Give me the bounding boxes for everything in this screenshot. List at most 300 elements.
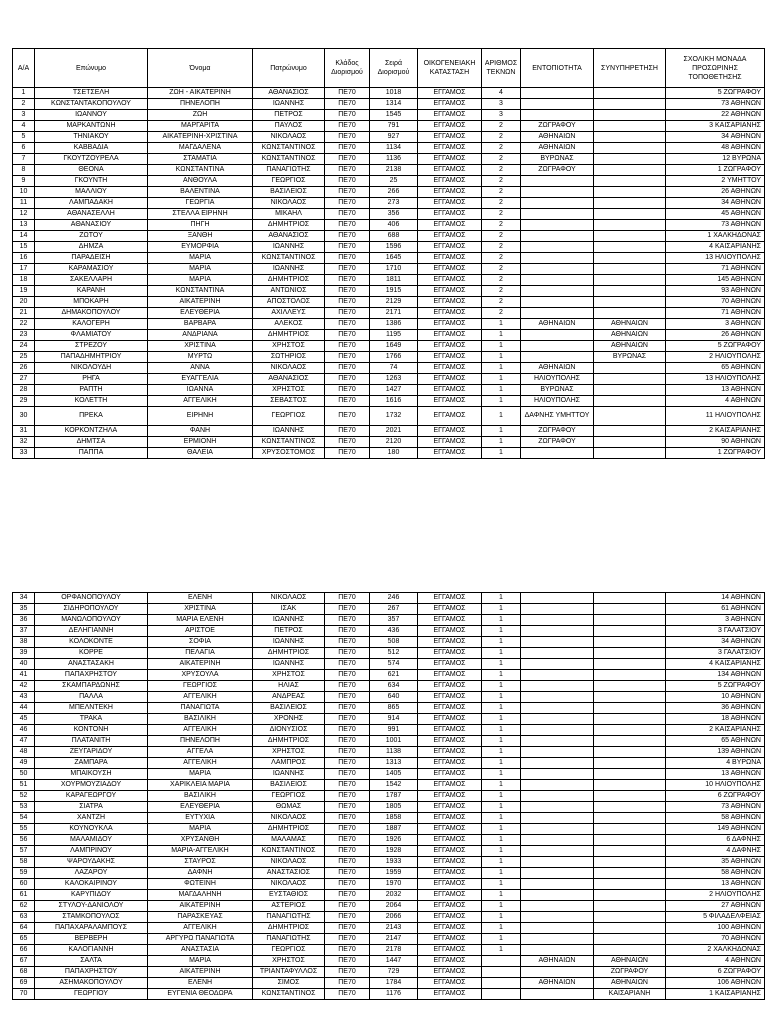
cell-appointment-order: 2032 <box>370 890 418 901</box>
cell-branch: ΠΕ70 <box>325 121 370 132</box>
cell-first-name: ΚΩΝΣΤΑΝΤΙΝΑ <box>148 165 253 176</box>
cell-locality: ΔΑΦΝΗΣ ΥΜΗΤΤΟΥ <box>521 407 594 426</box>
cell-children-count: 2 <box>482 220 521 231</box>
cell-aa: 31 <box>13 426 35 437</box>
cell-aa: 68 <box>13 967 35 978</box>
table-row <box>13 426 765 437</box>
cell-appointment-order: 1616 <box>370 396 418 407</box>
cell-appointment-order: 180 <box>370 448 418 459</box>
cell-co-service: ΑΘΗΝΑΙΩΝ <box>594 978 666 989</box>
cell-surname: ΚΑΡΑΓΕΩΡΓΟΥ <box>35 791 148 802</box>
table-row <box>13 154 765 165</box>
cell-appointment-order: 2138 <box>370 165 418 176</box>
cell-co-service <box>594 110 666 121</box>
cell-school-unit: 65 ΑΘΗΝΩΝ <box>666 363 765 374</box>
cell-school-unit: 1 ΖΩΓΡΑΦΟΥ <box>666 165 765 176</box>
cell-school-unit: 48 ΑΘΗΝΩΝ <box>666 143 765 154</box>
cell-first-name: ΑΓΓΕΛΙΚΗ <box>148 923 253 934</box>
cell-aa: 62 <box>13 901 35 912</box>
cell-surname: ΜΑΛΛΙΟΥ <box>35 187 148 198</box>
cell-children-count: 2 <box>482 143 521 154</box>
cell-aa: 34 <box>13 593 35 604</box>
cell-aa: 36 <box>13 615 35 626</box>
table-row <box>13 945 765 956</box>
cell-school-unit: 134 ΑΘΗΝΩΝ <box>666 670 765 681</box>
cell-children-count: 1 <box>482 769 521 780</box>
cell-marital-status: ΕΓΓΑΜΟΣ <box>418 648 482 659</box>
cell-marital-status: ΕΓΓΑΜΟΣ <box>418 835 482 846</box>
table-row <box>13 385 765 396</box>
cell-branch: ΠΕ70 <box>325 437 370 448</box>
cell-locality: ΑΘΗΝΑΙΩΝ <box>521 132 594 143</box>
cell-co-service: ΖΩΓΡΑΦΟΥ <box>594 967 666 978</box>
cell-co-service <box>594 286 666 297</box>
cell-marital-status: ΕΓΓΑΜΟΣ <box>418 165 482 176</box>
cell-children-count: 1 <box>482 692 521 703</box>
cell-first-name: ΑΝΘΟΥΛΑ <box>148 176 253 187</box>
cell-marital-status: ΕΓΓΑΜΟΣ <box>418 209 482 220</box>
cell-marital-status: ΕΓΓΑΜΟΣ <box>418 99 482 110</box>
cell-branch: ΠΕ70 <box>325 286 370 297</box>
cell-co-service <box>594 121 666 132</box>
cell-locality: ΖΩΓΡΑΦΟΥ <box>521 426 594 437</box>
cell-appointment-order: 574 <box>370 659 418 670</box>
cell-marital-status: ΕΓΓΑΜΟΣ <box>418 319 482 330</box>
cell-marital-status: ΕΓΓΑΜΟΣ <box>418 967 482 978</box>
cell-fathers-name: ΚΩΝΣΤΑΝΤΙΝΟΣ <box>253 143 325 154</box>
cell-co-service <box>594 437 666 448</box>
cell-marital-status: ΕΓΓΑΜΟΣ <box>418 352 482 363</box>
cell-fathers-name: ΣΙΜΟΣ <box>253 978 325 989</box>
cell-fathers-name: ΕΥΣΤΑΘΙΟΣ <box>253 890 325 901</box>
cell-school-unit: 13 ΗΛΙΟΥΠΟΛΗΣ <box>666 374 765 385</box>
cell-branch: ΠΕ70 <box>325 275 370 286</box>
cell-branch: ΠΕ70 <box>325 670 370 681</box>
table-row <box>13 681 765 692</box>
cell-branch: ΠΕ70 <box>325 88 370 99</box>
table-row <box>13 648 765 659</box>
table-row <box>13 330 765 341</box>
cell-surname: ΘΕΟΝΑ <box>35 165 148 176</box>
cell-appointment-order: 74 <box>370 363 418 374</box>
cell-branch: ΠΕ70 <box>325 890 370 901</box>
cell-children-count: 2 <box>482 286 521 297</box>
table-row <box>13 121 765 132</box>
cell-surname: ΣΙΔΗΡΟΠΟΥΛΟΥ <box>35 604 148 615</box>
cell-appointment-order: 1447 <box>370 956 418 967</box>
cell-locality <box>521 352 594 363</box>
cell-surname: ΓΚΟΥΝΤΗ <box>35 176 148 187</box>
cell-children-count: 1 <box>482 791 521 802</box>
cell-first-name: ΑΓΓΕΛΑ <box>148 747 253 758</box>
cell-fathers-name: ΜΑΛΑΜΑΣ <box>253 835 325 846</box>
cell-children-count: 1 <box>482 437 521 448</box>
table-row <box>13 824 765 835</box>
cell-aa: 24 <box>13 341 35 352</box>
cell-school-unit: 6 ΔΑΦΝΗΣ <box>666 835 765 846</box>
cell-appointment-order: 2064 <box>370 901 418 912</box>
cell-co-service <box>594 407 666 426</box>
cell-locality <box>521 253 594 264</box>
table-row <box>13 802 765 813</box>
cell-aa: 54 <box>13 813 35 824</box>
cell-co-service <box>594 242 666 253</box>
cell-first-name: ΕΛΕΥΘΕΡΙΑ <box>148 802 253 813</box>
cell-co-service <box>594 374 666 385</box>
cell-surname: ΠΑΛΛΑ <box>35 692 148 703</box>
cell-appointment-order: 1405 <box>370 769 418 780</box>
cell-aa: 57 <box>13 846 35 857</box>
cell-fathers-name: ΓΕΩΡΓΙΟΣ <box>253 407 325 426</box>
cell-fathers-name: ΚΩΝΣΤΑΝΤΙΝΟΣ <box>253 437 325 448</box>
cell-aa: 44 <box>13 703 35 714</box>
cell-first-name: ΒΑΣΙΛΙΚΗ <box>148 714 253 725</box>
cell-fathers-name: ΑΧΙΛΛΕΥΣ <box>253 308 325 319</box>
cell-fathers-name: ΔΗΜΗΤΡΙΟΣ <box>253 736 325 747</box>
cell-fathers-name: ΜΙΚΑΗΛ <box>253 209 325 220</box>
cell-marital-status: ΕΓΓΑΜΟΣ <box>418 758 482 769</box>
cell-children-count: 1 <box>482 747 521 758</box>
cell-children-count: 2 <box>482 264 521 275</box>
cell-locality: ΗΛΙΟΥΠΟΛΗΣ <box>521 396 594 407</box>
cell-locality <box>521 890 594 901</box>
header-aa: Α/Α <box>13 49 35 88</box>
cell-locality <box>521 648 594 659</box>
cell-branch: ΠΕ70 <box>325 758 370 769</box>
cell-fathers-name: ΑΘΑΝΑΣΙΟΣ <box>253 88 325 99</box>
cell-surname: ΠΑΠΠΑ <box>35 448 148 459</box>
cell-first-name: ΒΑΛΕΝΤΙΝΑ <box>148 187 253 198</box>
cell-surname: ΠΑΠΑΧΡΗΣΤΟΥ <box>35 967 148 978</box>
cell-locality <box>521 615 594 626</box>
cell-marital-status: ΕΓΓΑΜΟΣ <box>418 989 482 1000</box>
cell-branch: ΠΕ70 <box>325 176 370 187</box>
cell-marital-status: ΕΓΓΑΜΟΣ <box>418 956 482 967</box>
table-row <box>13 88 765 99</box>
cell-branch: ΠΕ70 <box>325 967 370 978</box>
cell-first-name: ΧΡΥΣΟΥΛΑ <box>148 670 253 681</box>
cell-marital-status: ΕΓΓΑΜΟΣ <box>418 901 482 912</box>
cell-surname: ΟΡΦΑΝΟΠΟΥΛΟΥ <box>35 593 148 604</box>
cell-branch: ΠΕ70 <box>325 934 370 945</box>
cell-first-name: ΑΓΓΕΛΙΚΗ <box>148 725 253 736</box>
cell-aa: 64 <box>13 923 35 934</box>
table-row <box>13 736 765 747</box>
cell-branch: ΠΕ70 <box>325 725 370 736</box>
cell-co-service <box>594 879 666 890</box>
cell-surname: ΚΟΥΝΟΥΚΛΑ <box>35 824 148 835</box>
cell-first-name: ΣΤΑΜΑΤΙΑ <box>148 154 253 165</box>
cell-school-unit: 11 ΗΛΙΟΥΠΟΛΗΣ <box>666 407 765 426</box>
cell-co-service <box>594 802 666 813</box>
cell-locality: ΑΘΗΝΑΙΩΝ <box>521 363 594 374</box>
cell-aa: 60 <box>13 879 35 890</box>
cell-branch: ΠΕ70 <box>325 143 370 154</box>
cell-aa: 20 <box>13 297 35 308</box>
header-branch: Κλάδος Διορισμού <box>325 49 370 88</box>
cell-surname: ΔΕΛΗΓΙΑΝΝΗ <box>35 626 148 637</box>
cell-children-count: 1 <box>482 352 521 363</box>
cell-locality: ΖΩΓΡΑΦΟΥ <box>521 437 594 448</box>
cell-aa: 48 <box>13 747 35 758</box>
cell-fathers-name: ΑΝΤΩΝΙΟΣ <box>253 286 325 297</box>
cell-first-name: ΠΕΛΑΓΙΑ <box>148 648 253 659</box>
cell-first-name: ΠΗΓΗ <box>148 220 253 231</box>
cell-school-unit: 90 ΑΘΗΝΩΝ <box>666 437 765 448</box>
cell-school-unit: 5 ΖΩΓΡΑΦΟΥ <box>666 681 765 692</box>
cell-co-service <box>594 198 666 209</box>
cell-children-count: 1 <box>482 725 521 736</box>
cell-children-count: 1 <box>482 341 521 352</box>
cell-fathers-name: ΓΕΩΡΓΙΟΣ <box>253 945 325 956</box>
header-school-unit: ΣΧΟΛΙΚΗ ΜΟΝΑΔΑ ΠΡΟΣΩΡΙΝΗΣ ΤΟΠΟΘΕΤΗΣΗΣ <box>666 49 765 88</box>
cell-marital-status: ΕΓΓΑΜΟΣ <box>418 110 482 121</box>
cell-marital-status: ΕΓΓΑΜΟΣ <box>418 242 482 253</box>
cell-marital-status: ΕΓΓΑΜΟΣ <box>418 725 482 736</box>
table-row <box>13 769 765 780</box>
cell-co-service <box>594 165 666 176</box>
cell-co-service <box>594 264 666 275</box>
cell-aa: 14 <box>13 231 35 242</box>
cell-fathers-name: ΝΙΚΟΛΑΟΣ <box>253 198 325 209</box>
cell-fathers-name: ΑΘΑΝΑΣΙΟΣ <box>253 231 325 242</box>
cell-aa: 33 <box>13 448 35 459</box>
cell-locality <box>521 681 594 692</box>
cell-co-service <box>594 176 666 187</box>
table-row <box>13 187 765 198</box>
cell-children-count: 2 <box>482 154 521 165</box>
cell-aa: 29 <box>13 396 35 407</box>
cell-school-unit: 1 ΧΑΛΚΗΔΟΝΑΣ <box>666 231 765 242</box>
cell-school-unit: 4 ΔΑΦΝΗΣ <box>666 846 765 857</box>
cell-co-service: ΚΑΙΣΑΡΙΑΝΗ <box>594 989 666 1000</box>
cell-children-count: 1 <box>482 879 521 890</box>
cell-branch: ΠΕ70 <box>325 187 370 198</box>
cell-fathers-name: ΙΩΑΝΝΗΣ <box>253 99 325 110</box>
cell-aa: 49 <box>13 758 35 769</box>
cell-first-name: ΞΑΝΘΗ <box>148 231 253 242</box>
header-first-name: Όνομα <box>148 49 253 88</box>
cell-fathers-name: ΒΑΣΙΛΕΙΟΣ <box>253 780 325 791</box>
cell-aa: 17 <box>13 264 35 275</box>
cell-children-count <box>482 956 521 967</box>
cell-first-name: ΑΙΚΑΤΕΡΙΝΗ-ΧΡΙΣΤΙΝΑ <box>148 132 253 143</box>
cell-co-service <box>594 385 666 396</box>
cell-appointment-order: 1542 <box>370 780 418 791</box>
cell-locality <box>521 330 594 341</box>
cell-school-unit: 70 ΑΘΗΝΩΝ <box>666 297 765 308</box>
cell-branch: ΠΕ70 <box>325 692 370 703</box>
cell-school-unit: 34 ΑΘΗΝΩΝ <box>666 132 765 143</box>
cell-aa: 10 <box>13 187 35 198</box>
cell-branch: ΠΕ70 <box>325 220 370 231</box>
cell-surname: ΚΑΡΑΜΑΣΙΟΥ <box>35 264 148 275</box>
cell-appointment-order: 356 <box>370 209 418 220</box>
cell-fathers-name: ΔΗΜΗΤΡΙΟΣ <box>253 220 325 231</box>
cell-school-unit: 93 ΑΘΗΝΩΝ <box>666 286 765 297</box>
cell-aa: 19 <box>13 286 35 297</box>
cell-surname: ΠΡΕΚΑ <box>35 407 148 426</box>
cell-locality <box>521 923 594 934</box>
cell-first-name: ΑΡΙΣΤΟΕ <box>148 626 253 637</box>
cell-co-service <box>594 448 666 459</box>
cell-surname: ΚΑΡΑΝΗ <box>35 286 148 297</box>
cell-children-count: 1 <box>482 626 521 637</box>
cell-co-service <box>594 88 666 99</box>
table-row <box>13 231 765 242</box>
cell-co-service <box>594 308 666 319</box>
cell-branch: ΠΕ70 <box>325 659 370 670</box>
cell-appointment-order: 1787 <box>370 791 418 802</box>
cell-aa: 3 <box>13 110 35 121</box>
cell-school-unit: 6 ΖΩΓΡΑΦΟΥ <box>666 967 765 978</box>
placement-table-1 <box>12 48 765 459</box>
header-co-service: ΣΥΝΥΠΗΡΕΤΗΣΗ <box>594 49 666 88</box>
cell-fathers-name: ΙΩΑΝΝΗΣ <box>253 264 325 275</box>
cell-marital-status: ΕΓΓΑΜΟΣ <box>418 385 482 396</box>
cell-locality: ΑΘΗΝΑΙΩΝ <box>521 956 594 967</box>
cell-appointment-order: 1136 <box>370 154 418 165</box>
table-row <box>13 923 765 934</box>
cell-first-name: ΜΑΡΙΑ-ΑΓΓΕΛΙΚΗ <box>148 846 253 857</box>
cell-children-count <box>482 967 521 978</box>
cell-surname: ΚΑΡΥΠΙΔΟΥ <box>35 890 148 901</box>
cell-marital-status: ΕΓΓΑΜΟΣ <box>418 426 482 437</box>
cell-children-count: 1 <box>482 385 521 396</box>
cell-locality <box>521 758 594 769</box>
cell-first-name: ΒΑΡΒΑΡΑ <box>148 319 253 330</box>
cell-appointment-order: 1001 <box>370 736 418 747</box>
cell-co-service <box>594 99 666 110</box>
cell-fathers-name: ΑΣΤΕΡΙΟΣ <box>253 901 325 912</box>
cell-branch: ΠΕ70 <box>325 923 370 934</box>
cell-surname: ΚΟΛΕΤΤΗ <box>35 396 148 407</box>
table-row <box>13 209 765 220</box>
cell-first-name: ΜΥΡΤΩ <box>148 352 253 363</box>
cell-children-count: 1 <box>482 934 521 945</box>
cell-fathers-name: ΝΙΚΟΛΑΟΣ <box>253 363 325 374</box>
cell-marital-status: ΕΓΓΑΜΟΣ <box>418 374 482 385</box>
cell-appointment-order: 2171 <box>370 308 418 319</box>
cell-children-count: 1 <box>482 330 521 341</box>
table-row <box>13 670 765 681</box>
cell-branch: ΠΕ70 <box>325 396 370 407</box>
cell-children-count: 1 <box>482 835 521 846</box>
cell-locality <box>521 308 594 319</box>
cell-fathers-name: ΝΙΚΟΛΑΟΣ <box>253 132 325 143</box>
cell-appointment-order: 1887 <box>370 824 418 835</box>
cell-locality <box>521 857 594 868</box>
cell-first-name: ΑΓΓΕΛΙΚΗ <box>148 396 253 407</box>
cell-surname: ΚΑΛΟΚΑΙΡΙΝΟΥ <box>35 879 148 890</box>
header-children-count: ΑΡΙΘΜΟΣ ΤΕΚΝΩΝ <box>482 49 521 88</box>
table-row <box>13 637 765 648</box>
cell-children-count: 2 <box>482 275 521 286</box>
cell-appointment-order: 273 <box>370 198 418 209</box>
cell-surname: ΝΙΚΟΛΟΥΔΗ <box>35 363 148 374</box>
cell-children-count: 1 <box>482 824 521 835</box>
table-row <box>13 890 765 901</box>
cell-surname: ΚΟΛΟΚΟΝΤΕ <box>35 637 148 648</box>
cell-marital-status: ΕΓΓΑΜΟΣ <box>418 659 482 670</box>
cell-children-count: 1 <box>482 648 521 659</box>
cell-locality <box>521 879 594 890</box>
cell-fathers-name: ΝΙΚΟΛΑΟΣ <box>253 857 325 868</box>
cell-school-unit: 1 ΖΩΓΡΑΦΟΥ <box>666 448 765 459</box>
cell-aa: 43 <box>13 692 35 703</box>
cell-branch: ΠΕ70 <box>325 363 370 374</box>
cell-locality: ΒΥΡΩΝΑΣ <box>521 385 594 396</box>
cell-aa: 67 <box>13 956 35 967</box>
cell-appointment-order: 1386 <box>370 319 418 330</box>
cell-locality <box>521 835 594 846</box>
cell-school-unit: 2 ΗΛΙΟΥΠΟΛΗΣ <box>666 352 765 363</box>
cell-co-service <box>594 132 666 143</box>
cell-appointment-order: 1933 <box>370 857 418 868</box>
cell-school-unit: 65 ΑΘΗΝΩΝ <box>666 736 765 747</box>
cell-school-unit: 45 ΑΘΗΝΩΝ <box>666 209 765 220</box>
cell-branch: ΠΕ70 <box>325 330 370 341</box>
cell-school-unit: 61 ΑΘΗΝΩΝ <box>666 604 765 615</box>
table-row <box>13 341 765 352</box>
cell-fathers-name: ΚΩΝΣΤΑΝΤΙΝΟΣ <box>253 846 325 857</box>
cell-first-name: ΕΛΕΝΗ <box>148 978 253 989</box>
table-row <box>13 967 765 978</box>
cell-school-unit: 145 ΑΘΗΝΩΝ <box>666 275 765 286</box>
cell-appointment-order: 2129 <box>370 297 418 308</box>
cell-aa: 37 <box>13 626 35 637</box>
cell-school-unit: 34 ΑΘΗΝΩΝ <box>666 637 765 648</box>
table-row <box>13 297 765 308</box>
cell-fathers-name: ΣΩΤΗΡΙΟΣ <box>253 352 325 363</box>
cell-branch: ΠΕ70 <box>325 780 370 791</box>
cell-co-service <box>594 868 666 879</box>
cell-children-count: 1 <box>482 846 521 857</box>
cell-marital-status: ΕΓΓΑΜΟΣ <box>418 154 482 165</box>
cell-fathers-name: ΙΩΑΝΝΗΣ <box>253 242 325 253</box>
cell-branch: ΠΕ70 <box>325 846 370 857</box>
cell-branch: ΠΕ70 <box>325 615 370 626</box>
cell-first-name: ΜΑΡΙΑ <box>148 264 253 275</box>
cell-children-count: 2 <box>482 132 521 143</box>
table-row <box>13 989 765 1000</box>
cell-fathers-name: ΔΗΜΗΤΡΙΟΣ <box>253 648 325 659</box>
cell-school-unit: 70 ΑΘΗΝΩΝ <box>666 934 765 945</box>
cell-marital-status: ΕΓΓΑΜΟΣ <box>418 615 482 626</box>
cell-locality <box>521 176 594 187</box>
cell-school-unit: 3 ΓΑΛΑΤΣΙΟΥ <box>666 648 765 659</box>
cell-appointment-order: 634 <box>370 681 418 692</box>
cell-branch: ΠΕ70 <box>325 209 370 220</box>
cell-marital-status: ΕΓΓΑΜΟΣ <box>418 681 482 692</box>
cell-appointment-order: 1314 <box>370 99 418 110</box>
cell-first-name: ΠΑΝΑΓΙΩΤΑ <box>148 703 253 714</box>
cell-branch: ΠΕ70 <box>325 132 370 143</box>
cell-children-count: 2 <box>482 297 521 308</box>
cell-marital-status: ΕΓΓΑΜΟΣ <box>418 934 482 945</box>
cell-aa: 63 <box>13 912 35 923</box>
cell-marital-status: ΕΓΓΑΜΟΣ <box>418 308 482 319</box>
cell-branch: ΠΕ70 <box>325 835 370 846</box>
cell-appointment-order: 1134 <box>370 143 418 154</box>
cell-co-service: ΒΥΡΩΝΑΣ <box>594 352 666 363</box>
cell-fathers-name: ΠΕΤΡΟΣ <box>253 626 325 637</box>
cell-first-name: ΧΡΙΣΤΙΝΑ <box>148 341 253 352</box>
cell-branch: ΠΕ70 <box>325 319 370 330</box>
cell-first-name: ΕΥΑΓΓΕΛΙΑ <box>148 374 253 385</box>
cell-appointment-order: 1645 <box>370 253 418 264</box>
cell-first-name: ΕΡΜΙΟΝΗ <box>148 437 253 448</box>
